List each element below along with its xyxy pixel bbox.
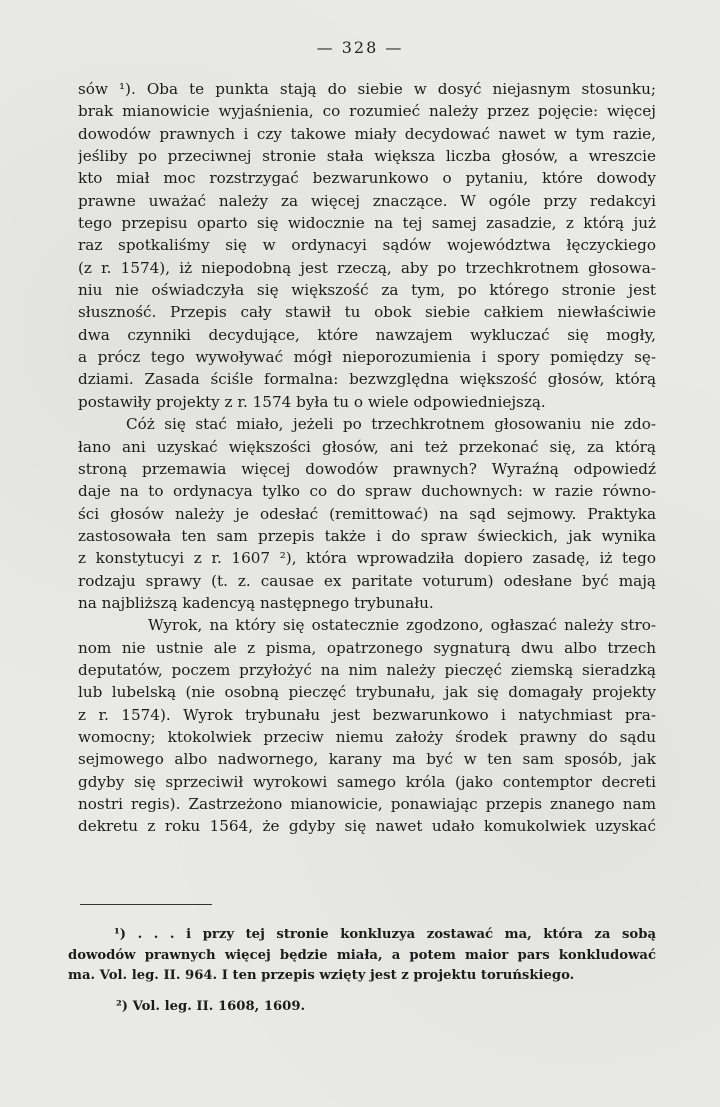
footnote-1-line: dowodów prawnych więcej będzie miała, a potem maior pars konkludować <box>68 947 656 963</box>
body-line: lub lubelską (nie osobną pieczęć trybunału, jak się domagały projekty <box>78 683 656 702</box>
paragraph-start-line: Wyrok, na który się ostatecznie zgodzono, ogłaszać należy stro- <box>148 616 656 635</box>
body-line: słuszność. Przepis cały stawił tu obok siebie całkiem niewłaściwie <box>78 303 656 322</box>
body-line: deputatów, poczem przyłożyć na nim należy pieczęć ziemską sieradzką <box>78 660 656 679</box>
page-number: — 328 — <box>316 38 404 57</box>
body-line: nom nie ustnie ale z pisma, opatrzonego sygnaturą dwu albo trzech <box>78 638 656 657</box>
body-line: sów ¹). Oba te punkta stają do siebie w dosyć niejasnym stosunku; <box>78 80 656 98</box>
body-line: z r. 1574). Wyrok trybunału jest bezwarunkowo i natychmiast pra- <box>78 705 656 724</box>
body-line: tego przepisu oparto się widocznie na tej samej zasadzie, z którą już <box>78 214 656 233</box>
footnote-1-line: ma. Vol. leg. II. 964. I ten przepis wzięty jest z projektu toruńskiego. <box>68 968 575 983</box>
body-line: womocny; ktokolwiek przeciw niemu założy środek prawny do sądu <box>78 727 656 746</box>
body-line: niu nie oświadczyła się większość za tym, po którego stronie jest <box>78 281 656 300</box>
footnotes <box>68 925 656 1017</box>
body-line: daje na to ordynacya tylko co do spraw duchownych: w razie równo- <box>78 482 656 501</box>
body-line: nostri regis). Zastrzeżono mianowicie, ponawiając przepis znanego nam <box>78 795 656 813</box>
footnote-separator <box>80 904 212 905</box>
footnote-1-line: ¹) . . . i przy tej stronie konkluzya zostawać ma, która za sobą <box>114 927 656 942</box>
body-line: a prócz tego wywoływać mógł nieporozumienia i spory pomiędzy sę- <box>78 348 656 367</box>
body-line: rodzaju sprawy (t. z. causae ex paritate voturum) odesłane być mają <box>78 571 656 590</box>
body-line: z konstytucyi z r. 1607 ²), która wprowadziła dopiero zasadę, iż tego <box>78 549 656 568</box>
body-line: dowodów prawnych i czy takowe miały decydować nawet w tym razie, <box>78 124 656 143</box>
footnote-2-line: ²) Vol. leg. II. 1608, 1609. <box>116 998 306 1014</box>
body-line: zastosowała ten sam przepis także i do spraw świeckich, jak wynika <box>78 526 656 545</box>
body-line: dwa czynniki decydujące, które nawzajem wykluczać się mogły, <box>78 325 656 344</box>
body-line: stroną przemawia więcej dowodów prawnych? Wyraźną odpowiedź <box>78 459 656 478</box>
body-line: dziami. Zasada ściśle formalna: bezwzględna większość głosów, którą <box>78 370 656 389</box>
body-line: brak mianowicie wyjaśnienia, co rozumieć należy przez pojęcie: więcej <box>78 102 656 121</box>
body-line: ści głosów należy je odesłać (remittować) na sąd sejmowy. Praktyka <box>78 504 656 523</box>
body-line: dekretu z roku 1564, że gdyby się nawet udało komukolwiek uzyskać <box>78 817 656 836</box>
body-line: postawiły projekty z r. 1574 była tu o wiele odpowiedniejszą. <box>78 392 546 411</box>
body-line: sejmowego albo nadwornego, karany ma być w ten sam sposób, jak <box>78 750 656 769</box>
body-line: raz spotkaliśmy się w ordynacyi sądów województwa łęczyckiego <box>78 236 656 255</box>
body-line: (z r. 1574), iż niepodobną jest rzeczą, aby po trzechkrotnem głosowa- <box>78 258 656 277</box>
body-line: łano ani uzyskać większości głosów, ani też przekonać się, za którą <box>78 437 656 456</box>
body-line: prawne uważać należy za więcej znaczące. W ogóle przy redakcyi <box>78 191 656 210</box>
body-line: jeśliby po przeciwnej stronie stała większa liczba głosów, a wreszcie <box>78 147 656 166</box>
body-line: kto miał moc rozstrzygać bezwarunkowo o pytaniu, które dowody <box>78 169 656 188</box>
paragraph-start-line: Cóż się stać miało, jeżeli po trzechkrotnem głosowaniu nie zdo- <box>126 415 656 434</box>
body-line: na najbliższą kadencyą następnego trybunału. <box>78 593 434 612</box>
body-line: gdyby się sprzeciwił wyrokowi samego króla (jako contemptor decreti <box>78 772 656 791</box>
body-text <box>78 78 656 838</box>
